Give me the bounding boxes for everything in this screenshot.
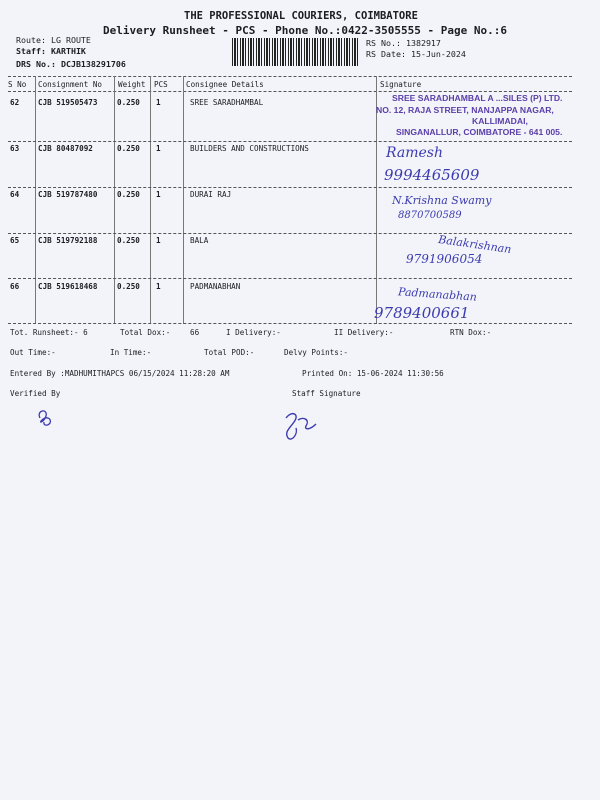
- phone-row63: 9994465609: [384, 166, 480, 184]
- company-stamp-line: SINGANALLUR, COIMBATORE - 641 005.: [396, 127, 563, 137]
- col-consignee: Consignee Details: [186, 80, 264, 89]
- company-name: THE PROFESSIONAL COURIERS, COIMBATORE: [184, 10, 418, 22]
- col-divider: [183, 76, 184, 324]
- barcode: [232, 38, 358, 66]
- row-rule: [8, 187, 572, 188]
- row-sno: 65: [10, 236, 20, 245]
- runsheet-title: Delivery Runsheet - PCS - Phone No.:0422-3505555 - Page No.:6: [103, 24, 507, 37]
- rs-number: RS No.: 1382917: [366, 38, 441, 48]
- staff-signature-mark: [276, 404, 324, 444]
- col-signature: Signature: [380, 80, 422, 89]
- signature-row65: Balakrishnan: [437, 232, 513, 257]
- col-pcs: PCS: [154, 80, 168, 89]
- rs-date: RS Date: 15-Jun-2024: [366, 49, 466, 59]
- signature-row66: Padmanabhan: [397, 285, 478, 304]
- total-dox-label: Total Dox:-: [120, 328, 171, 337]
- i-delivery: I Delivery:-: [226, 328, 281, 337]
- row-consignee: PADMANABHAN: [190, 282, 241, 291]
- col-sno: S No: [8, 80, 27, 89]
- drs-number: DRS No.: DCJB138291706: [16, 59, 126, 69]
- total-dox-value: 66: [190, 328, 200, 337]
- header-bottom-rule: [8, 91, 572, 92]
- row-pcs: 1: [156, 190, 161, 199]
- in-time: In Time:-: [110, 348, 152, 357]
- row-weight: 0.250: [117, 190, 140, 199]
- col-consignment: Consignment No: [38, 80, 103, 89]
- row-consignee: DURAI RAJ: [190, 190, 232, 199]
- printed-on: Printed On: 15-06-2024 11:30:56: [302, 369, 444, 378]
- phone-row66: 9789400661: [374, 304, 470, 322]
- row-sno: 63: [10, 144, 20, 153]
- row-consignee: BUILDERS AND CONSTRUCTIONS: [190, 144, 309, 153]
- row-consignee: BALA: [190, 236, 209, 245]
- verified-signature-mark: [34, 404, 58, 428]
- row-consignee: SREE SARADHAMBAL: [190, 98, 264, 107]
- row-weight: 0.250: [117, 282, 140, 291]
- ii-delivery: II Delivery:-: [334, 328, 394, 337]
- row-rule: [8, 233, 572, 234]
- phone-row65: 9791906054: [406, 252, 483, 266]
- row-consignment: CJB 80487092: [38, 144, 93, 153]
- table-bottom-rule: [8, 323, 572, 324]
- delvy-points: Delvy Points:-: [284, 348, 349, 357]
- verified-by-label: Verified By: [10, 389, 61, 398]
- col-divider: [150, 76, 151, 324]
- entered-by: Entered By :MADHUMITHAPCS 06/15/2024 11:28:20 AM: [10, 369, 230, 378]
- row-rule: [8, 278, 572, 279]
- row-pcs: 1: [156, 282, 161, 291]
- total-runsheet: Tot. Runsheet:- 6: [10, 328, 88, 337]
- phone-row64: 8870700589: [398, 210, 462, 221]
- route-label: Route: LG ROUTE: [16, 35, 91, 45]
- header-top-rule: [8, 76, 572, 77]
- col-divider: [35, 76, 36, 324]
- row-pcs: 1: [156, 98, 161, 107]
- row-rule: [8, 141, 572, 142]
- row-pcs: 1: [156, 236, 161, 245]
- row-weight: 0.250: [117, 98, 140, 107]
- row-weight: 0.250: [117, 144, 140, 153]
- signature-row64: N.Krishna Swamy: [392, 194, 492, 207]
- col-divider: [114, 76, 115, 324]
- col-weight: Weight: [118, 80, 146, 89]
- row-weight: 0.250: [117, 236, 140, 245]
- total-pod: Total POD:-: [204, 348, 255, 357]
- staff-label: Staff: KARTHIK: [16, 46, 86, 56]
- out-time: Out Time:-: [10, 348, 56, 357]
- staff-signature-label: Staff Signature: [292, 389, 361, 398]
- row-consignment: CJB 519787480: [38, 190, 98, 199]
- row-sno: 62: [10, 98, 20, 107]
- company-stamp-line: NO. 12, RAJA STREET, NANJAPPA NAGAR,: [376, 105, 554, 115]
- signature-row63: Ramesh: [386, 145, 443, 161]
- rtn-dox: RTN Dox:-: [450, 328, 492, 337]
- row-consignment: CJB 519505473: [38, 98, 98, 107]
- row-sno: 66: [10, 282, 20, 291]
- company-stamp-line: SREE SARADHAMBAL A ...SILES (P) LTD.: [392, 93, 563, 103]
- row-consignment: CJB 519792188: [38, 236, 98, 245]
- company-stamp-line: KALLIMADAI,: [472, 116, 528, 126]
- row-sno: 64: [10, 190, 20, 199]
- row-consignment: CJB 519618468: [38, 282, 98, 291]
- row-pcs: 1: [156, 144, 161, 153]
